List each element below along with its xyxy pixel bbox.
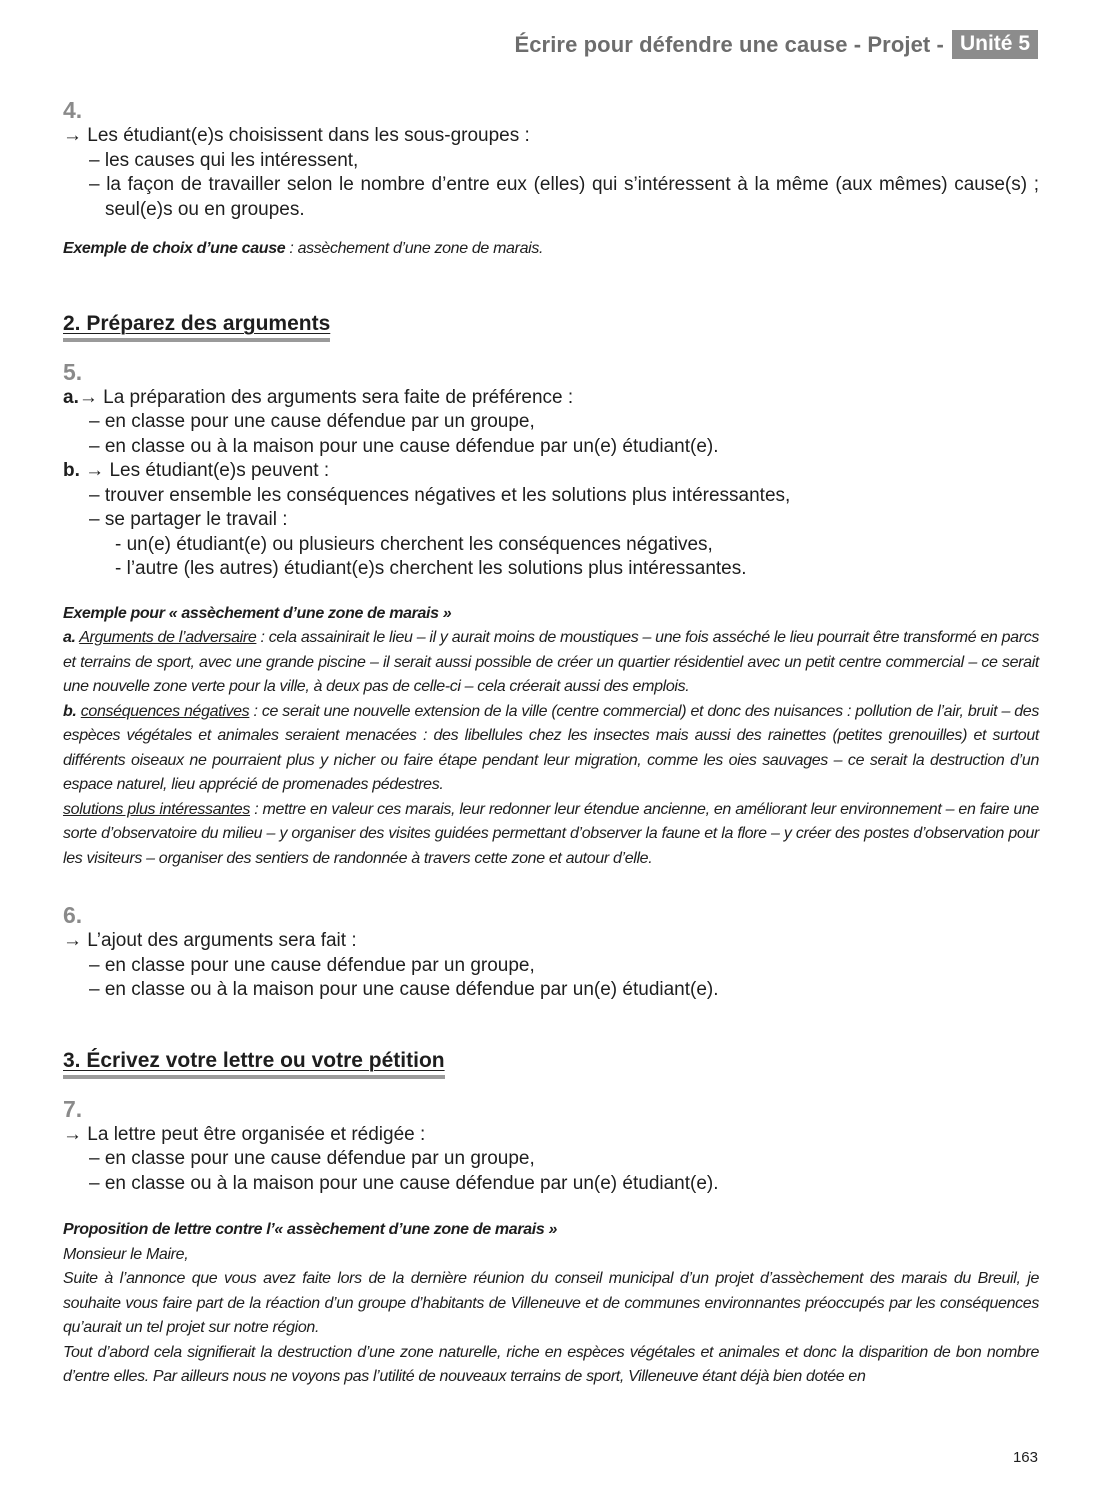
example-title-text: Exemple pour « assèchement d’une zone de marais » — [63, 604, 452, 622]
para-label-a: a. — [63, 629, 76, 646]
step-5b-text: Les étudiant(e)s peuvent : — [104, 460, 330, 481]
step-5a-intro — [63, 386, 1039, 411]
step-6-item: – en classe pour une cause défendue par un groupe, — [89, 954, 535, 976]
para-label-b: b. — [63, 702, 77, 720]
unit-badge: Unité 5 — [952, 30, 1038, 59]
step-5b-item: – se partager le travail : — [89, 509, 288, 530]
para-text-b: : ce serait une nouvelle extension de la ville (centre commercial) et donc des nuisances : pollution de l’air, bruit – des espèces végétales et animales seraient menacées : des libellules chez les insectes mais aussi des rainettes (petites grenouilles) et surtout différents oiseaux ne pourraient plus y nicher ou faire étape pendant leur migration, comme les oies sauvages – ce serait la destruction d’un espace naturel, lieu apprécié de promenades pédestres. — [63, 702, 1039, 793]
example-paragraph-b — [63, 700, 1039, 798]
example-text: : assèchement d’une zone de marais. — [285, 240, 544, 257]
step-5a-text: La préparation des arguments sera faite de préférence : — [97, 386, 574, 408]
step-number-6: 6. — [63, 902, 83, 928]
step-4-intro-text: Les étudiant(e)s choisissent dans les sous-groupes : — [82, 125, 530, 146]
step-6-intro-text: L’ajout des arguments sera fait : — [82, 930, 357, 951]
step-7-intro-text: La lettre peut être organisée et rédigée : — [82, 1123, 426, 1145]
section-3-wrap — [63, 1049, 1039, 1079]
step-5a-item: – en classe pour une cause défendue par un groupe, — [89, 411, 535, 432]
step-number-5: 5. — [63, 358, 83, 385]
step-4-item: – les causes qui les intéressent, — [89, 149, 359, 171]
section-2-wrap — [63, 312, 1039, 342]
arrow-icon: → — [63, 930, 82, 951]
para-underlined-a: Arguments de l’adversaire — [79, 629, 257, 646]
para-underlined-b: conséquences négatives — [80, 702, 250, 720]
para-text-a: : cela assainirait le lieu – il y aurait moins de moustiques – une fois asséché le lieu pourrait être transformé en parcs et terrains de sport, avec une grande piscine – il serait aussi possible de créer un quartier résidentiel avec un petit centre commercial – ce serait une nouvelle zone verte pour la ville, à deux pas de celle-ci – cela créerait aussi des emplois. — [63, 629, 1039, 695]
page-content — [63, 96, 1039, 1390]
item-label-a: a. — [63, 386, 79, 408]
arrow-icon: → — [78, 386, 98, 408]
step-4-intro — [63, 124, 1039, 149]
letter-paragraph: Suite à l’annonce que vous avez faite lors de la dernière réunion du conseil municipal d’un projet d’assèchement des marais du Breuil, je souhaite vous faire part de la réaction d’un groupe d’habitants de Villeneuve et de communes environnantes préoccupés par les conséquences qu’aurait un tel projet sur notre région. — [63, 1270, 1039, 1336]
step-number-7: 7. — [63, 1095, 83, 1122]
arrow-icon: → — [63, 125, 82, 146]
step-number-4: 4. — [63, 97, 83, 123]
step-6-item: – en classe ou à la maison pour une cause défendue par un(e) étudiant(e). — [89, 979, 719, 1000]
example-title — [63, 602, 1039, 627]
item-label-b: b. — [63, 460, 80, 481]
step-5b-intro — [63, 459, 1039, 484]
para-underlined-c: solutions plus intéressantes — [63, 800, 251, 818]
letter-paragraph: Tout d’abord cela signifierait la destruction d’une zone naturelle, riche en espèces végétales et animales et donc la disparition de bon nombre d’entre elles. Par ailleurs nous ne voyons pas l’utilité de nouveaux terrains de sport, Villeneuve étant déjà bien dotée en — [63, 1343, 1039, 1385]
arrow-icon: → — [79, 460, 105, 481]
letter-salutation: Monsieur le Maire, — [63, 1245, 189, 1263]
letter-title — [63, 1218, 1039, 1243]
letter-title-text: Proposition de lettre contre l’« assèchement d’une zone de marais » — [63, 1221, 558, 1238]
example-label: Exemple de choix d’une cause — [63, 240, 286, 257]
example-paragraph-c — [63, 798, 1039, 872]
step-7-item: – en classe ou à la maison pour une cause défendue par un(e) étudiant(e). — [89, 1172, 719, 1194]
arrow-icon: → — [63, 1123, 82, 1145]
step-4-example — [63, 237, 1039, 262]
step-7-intro — [63, 1123, 1039, 1148]
example-paragraph-a — [63, 626, 1039, 700]
section-heading-2: 2. Préparez des arguments — [63, 312, 330, 342]
step-6-intro — [63, 929, 1039, 954]
step-5a-item: – en classe ou à la maison pour une cause défendue par un(e) étudiant(e). — [89, 435, 719, 457]
step-5b-subitem: - l’autre (les autres) étudiant(e)s cherchent les solutions plus intéressantes. — [115, 558, 747, 579]
step-5b-item: – trouver ensemble les conséquences négatives et les solutions plus intéressantes, — [89, 484, 791, 506]
step-5b-subitem: - un(e) étudiant(e) ou plusieurs cherchent les conséquences négatives, — [115, 533, 713, 555]
step-4-item: – la façon de travailler selon le nombre d’entre eux (elles) qui s’intéressent à la même (aux mêmes) cause(s) ; seul(e)s ou en groupes. — [89, 174, 1039, 220]
page-number: 163 — [1012, 1449, 1038, 1466]
section-heading-3: 3. Écrivez votre lettre ou votre pétition — [63, 1049, 445, 1079]
step-7-item: – en classe pour une cause défendue par un groupe, — [89, 1148, 535, 1169]
running-header — [514, 30, 1038, 59]
header-title: Écrire pour défendre une cause - Projet - — [514, 31, 944, 57]
para-text-c: : mettre en valeur ces marais, leur redonner leur étendue ancienne, en améliorant leur environnement – en faire une sorte d’observatoire du milieu – y organiser des visites guidées permettant d’observer la faune et la flore – y créer des postes d’observation pour les visiteurs – organiser des sentiers de randonnée à travers cette zone et autour d’elle. — [63, 800, 1039, 867]
